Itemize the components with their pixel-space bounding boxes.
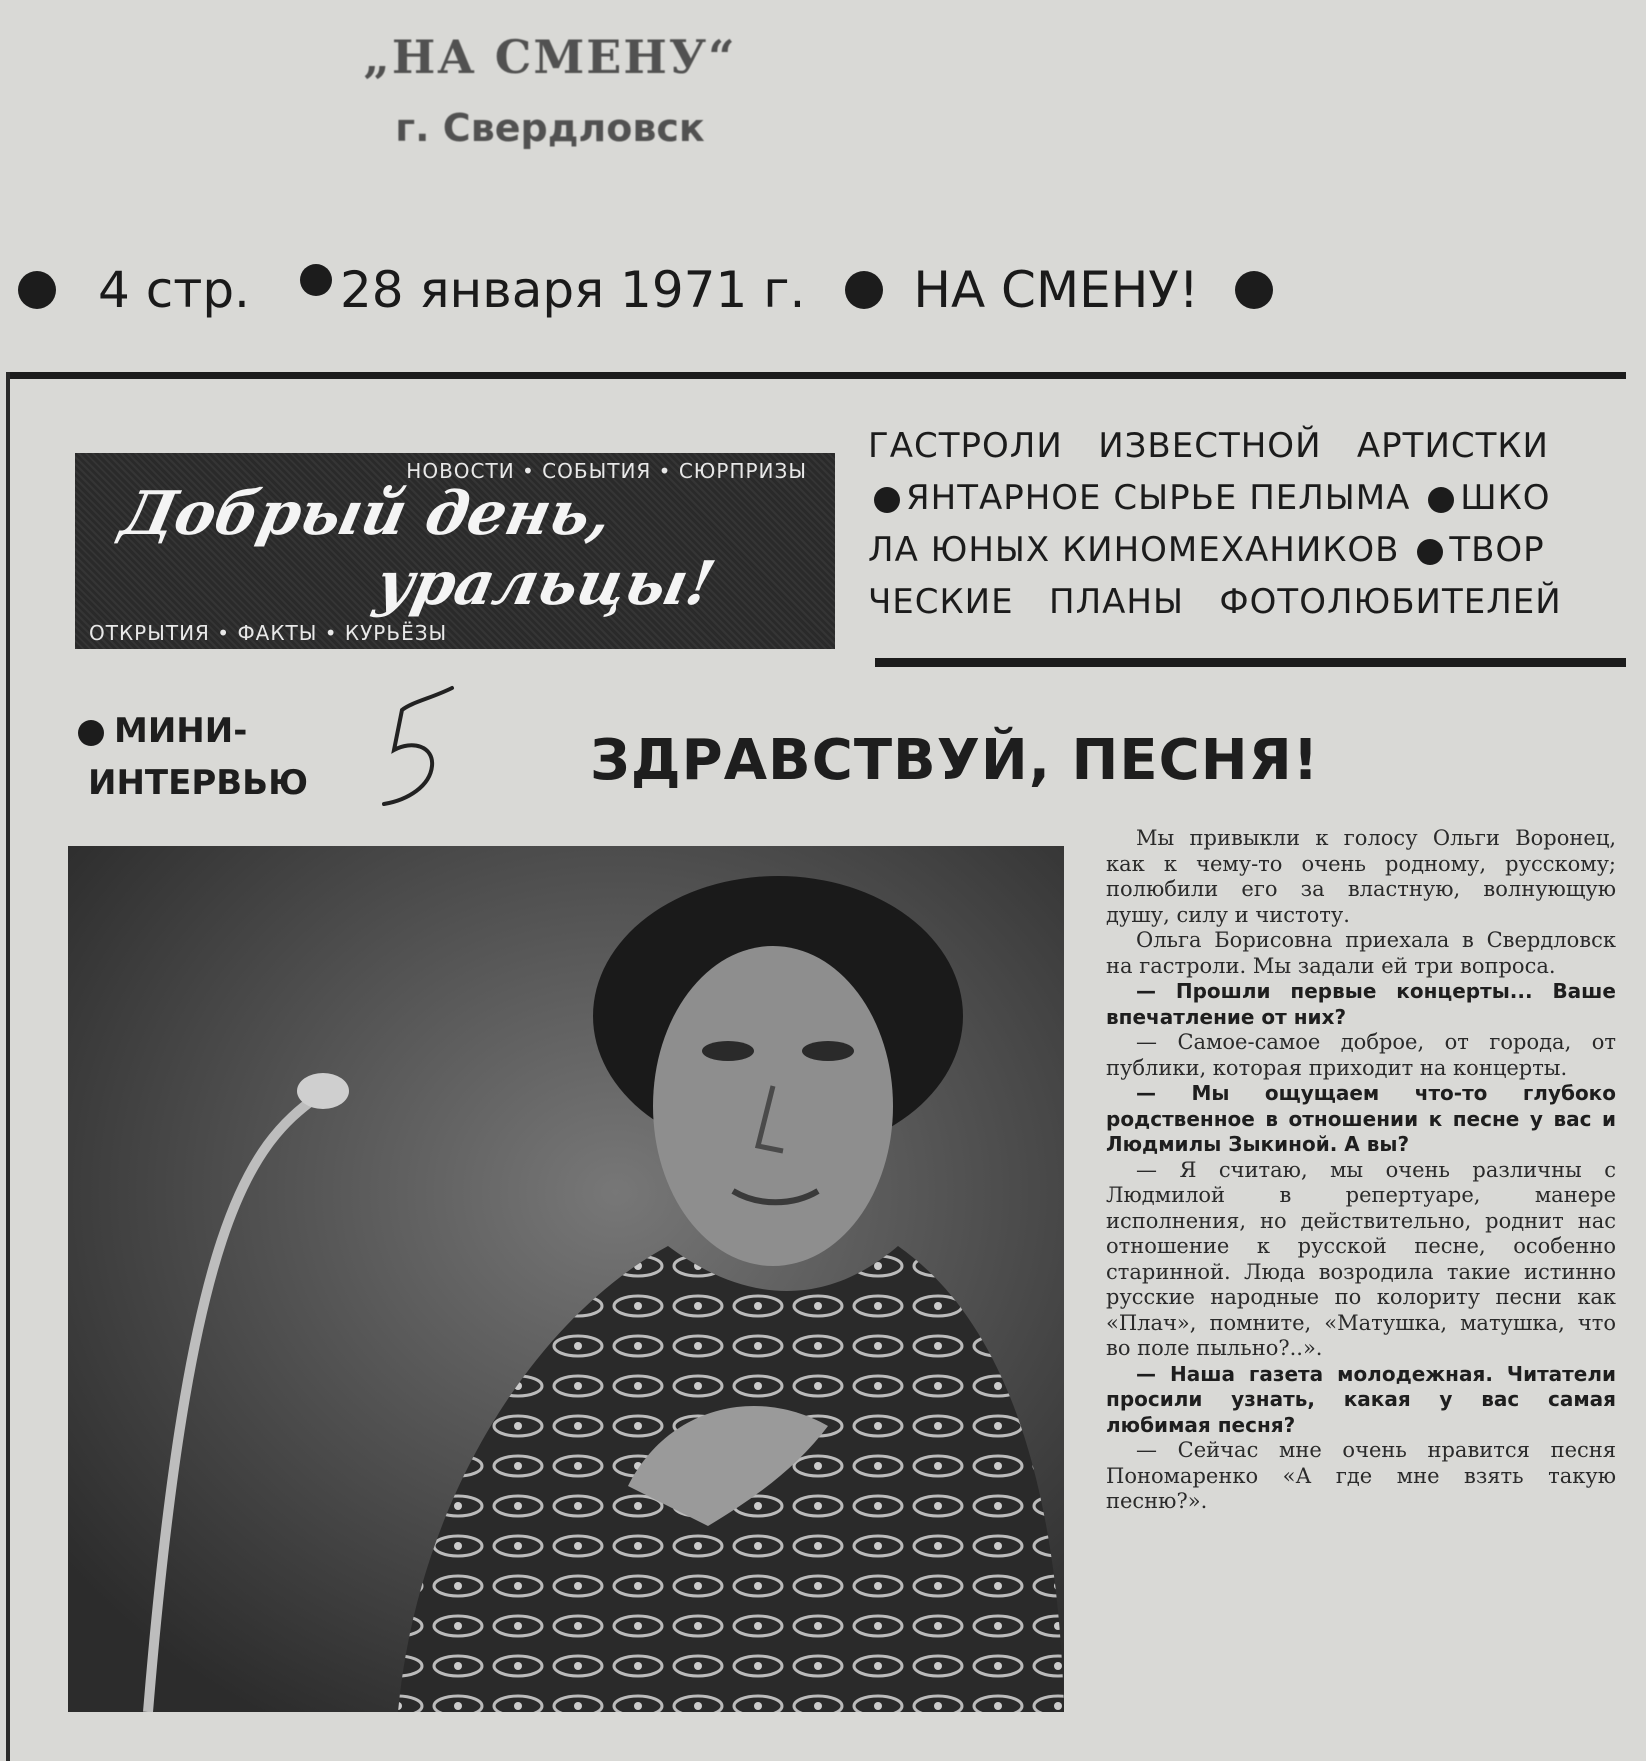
bullet-icon	[845, 271, 883, 309]
newspaper-name: НА СМЕНУ!	[913, 261, 1199, 319]
interview-question: — Прошли первые концерты... Ваше впечатление от них?	[1106, 979, 1616, 1029]
rubric-line: ЧЕСКИЕ ПЛАНЫ ФОТОЛЮБИТЕЛЕЙ	[868, 582, 1562, 622]
rubric-item: ШКО	[1460, 478, 1551, 518]
interview-question: — Наша газета молодежная. Читатели просили узнать, какая у вас самая любимая песня?	[1106, 1361, 1616, 1437]
rubric-banner	[75, 453, 835, 649]
article-headline: ЗДРАВСТВУЙ, ПЕСНЯ!	[590, 728, 1320, 793]
article-paragraph: — Сейчас мне очень нравится песня Пономаренко «А где мне взять такую песню?».	[1106, 1438, 1616, 1513]
rubric-rule	[875, 658, 1626, 667]
rubric-contents	[868, 420, 1628, 628]
header-rule	[6, 372, 1626, 379]
library-stamp	[340, 30, 760, 150]
issue-date: 28 января 1971 г.	[339, 261, 806, 319]
section-label-line1: МИНИ-	[114, 711, 248, 751]
stamp-city: г. Свердловск	[395, 106, 705, 150]
bullet-icon	[1235, 271, 1273, 309]
bullet-icon	[18, 271, 56, 309]
singer-photo	[68, 846, 1064, 1712]
interview-question: — Мы ощущаем что-то глубоко родственное в отношении к песне у вас и Людмилы Зыкиной. А вы?	[1106, 1081, 1616, 1156]
frame-border	[6, 372, 10, 1761]
banner-title	[100, 479, 830, 619]
bullet-icon	[874, 487, 900, 513]
bullet-icon	[1417, 539, 1443, 565]
rubric-item: ЯНТАРНОЕ СЫРЬЕ ПЕЛЫМА	[906, 478, 1411, 518]
photo-illustration	[68, 846, 1064, 1712]
article-paragraph: Мы привыкли к голосу Ольги Воронец, как к чему-то очень родному, русскому; полюбили его за властную, волнующую душу, силу и чистоту.	[1106, 826, 1616, 927]
page-number: 4 стр.	[98, 261, 250, 319]
article-paragraph: — Я считаю, мы очень различны с Людмилой в репертуаре, манере исполнения, но действительно, роднит нас отношение к русской песне, особенно старинной. Люда возродила такие истинно русские народные по колориту песни как «Плач», помните, «Матушка, матушка, что во поле пыльно?..».	[1106, 1157, 1616, 1360]
page-header	[0, 250, 1646, 330]
article-body	[1106, 826, 1616, 1515]
bullet-icon	[78, 720, 104, 746]
handwritten-number	[372, 680, 462, 810]
stamp-newspaper-name: „НА СМЕНУ“	[363, 30, 737, 84]
section-label	[78, 705, 308, 809]
rubric-line: ГАСТРОЛИ ИЗВЕСТНОЙ АРТИСТКИ	[868, 426, 1549, 466]
rubric-line	[868, 524, 1628, 576]
banner-title-line1: Добрый день,	[115, 479, 619, 549]
banner-title-line2: уральцы!	[370, 549, 721, 619]
article-paragraph: — Самое-самое доброе, от города, от публики, которая приходит на концерты.	[1106, 1030, 1616, 1080]
banner-top-line: НОВОСТИ • СОБЫТИЯ • СЮРПРИЗЫ	[406, 459, 807, 483]
rubric-item: ТВОР	[1449, 530, 1545, 570]
banner-bottom-line: ОТКРЫТИЯ • ФАКТЫ • КУРЬЁЗЫ	[89, 621, 448, 645]
bullet-icon	[1428, 487, 1454, 513]
bullet-icon	[300, 264, 332, 296]
rubric-item: ЛА ЮНЫХ КИНОМЕХАНИКОВ	[868, 530, 1400, 570]
rubric-line	[868, 472, 1628, 524]
article-paragraph: Ольга Борисовна приехала в Свердловск на гастроли. Мы задали ей три вопроса.	[1106, 928, 1616, 978]
section-label-line2: ИНТЕРВЬЮ	[88, 763, 308, 803]
